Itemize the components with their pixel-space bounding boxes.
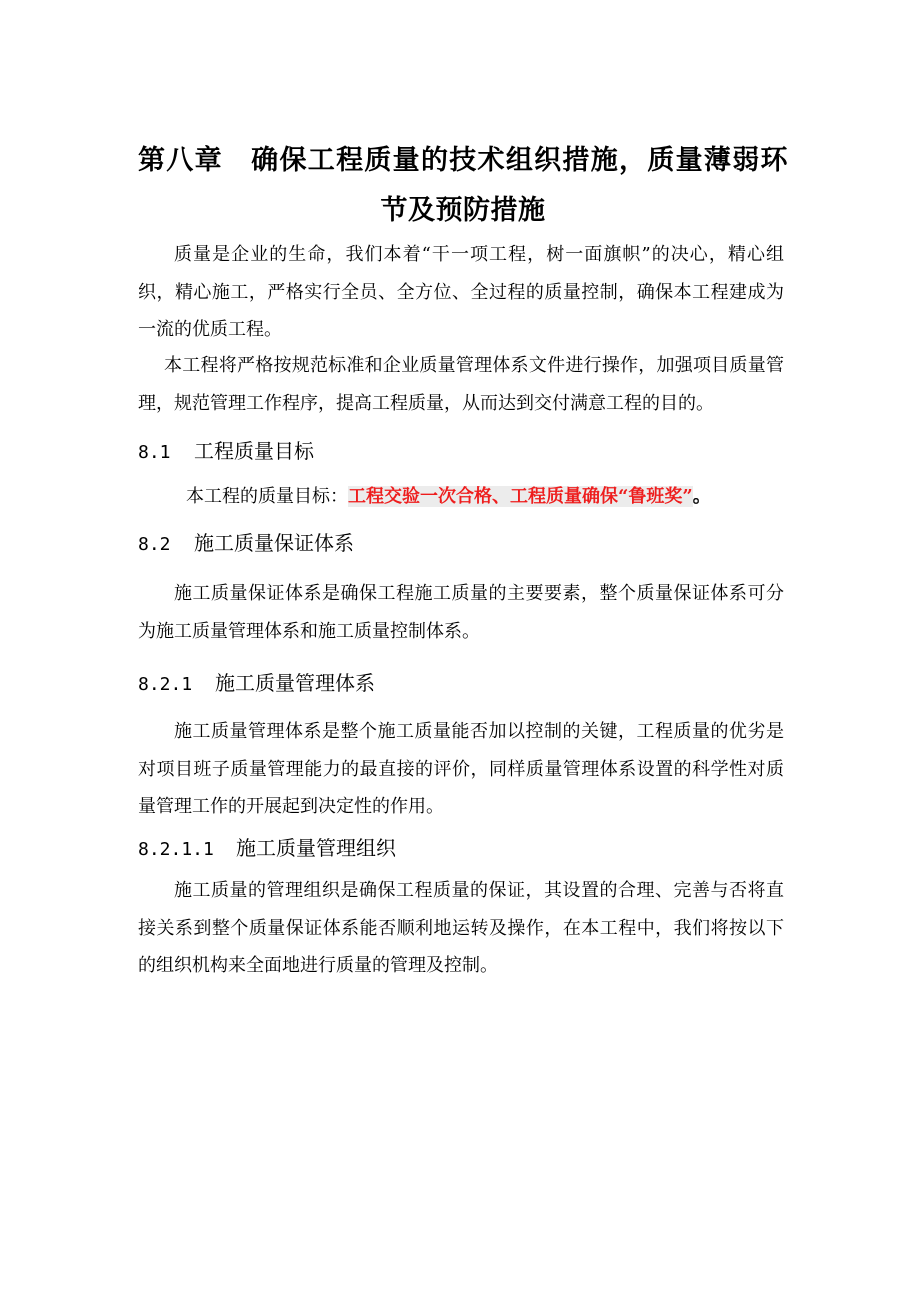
intro-paragraph-2: 本工程将严格按规范标准和企业质量管理体系文件进行操作，加强项目质量管理，规范管理工作程序，提高工程质量，从而达到交付满意工程的目的。 bbox=[138, 355, 784, 414]
section-8-2-heading bbox=[138, 528, 784, 560]
quality-goal-text: 工程交验一次合格、工程质量确保“鲁班奖” bbox=[348, 486, 693, 507]
section-number: 8.2.1 bbox=[138, 674, 193, 695]
quality-goal-line bbox=[186, 482, 711, 512]
section-8-1-heading bbox=[138, 436, 784, 468]
section-8-2-1-heading bbox=[138, 668, 784, 700]
quality-goal-label: 本工程的质量目标： bbox=[186, 486, 348, 507]
section-title: 施工质量保证体系 bbox=[194, 531, 354, 555]
section-number: 8.2.1.1 bbox=[138, 839, 214, 860]
section-8-2-1-1-body: 施工质量的管理组织是确保工程质量的保证，其设置的合理、完善与否将直接关系到整个质量保证体系能否顺利地运转及操作，在本工程中，我们将按以下的组织机构来全面地进行质量的管理及控制。 bbox=[138, 880, 784, 976]
section-number: 8.2 bbox=[138, 534, 171, 555]
section-title: 施工质量管理体系 bbox=[215, 671, 375, 695]
quality-goal-end: 。 bbox=[692, 486, 711, 507]
intro-paragraph-1: 质量是企业的生命，我们本着“干一项工程，树一面旗帜”的决心，精心组织，精心施工，严格实行全员、全方位、全过程的质量控制，确保本工程建成为一流的优质工程。 bbox=[138, 244, 784, 340]
section-8-2-1-1-heading bbox=[138, 833, 784, 865]
section-title: 工程质量目标 bbox=[194, 439, 314, 463]
section-number: 8.1 bbox=[138, 442, 171, 463]
section-8-2-body: 施工质量保证体系是确保工程施工质量的主要要素，整个质量保证体系可分为施工质量管理体系和施工质量控制体系。 bbox=[138, 583, 784, 642]
section-8-2-1-body: 施工质量管理体系是整个施工质量能否加以控制的关键，工程质量的优劣是对项目班子质量管理能力的最直接的评价，同样质量管理体系设置的科学性对质量管理工作的开展起到决定性的作用。 bbox=[138, 721, 784, 817]
chapter-title: 第八章 确保工程质量的技术组织措施，质量薄弱环节及预防措施 bbox=[138, 145, 788, 226]
section-title: 施工质量管理组织 bbox=[236, 836, 396, 860]
